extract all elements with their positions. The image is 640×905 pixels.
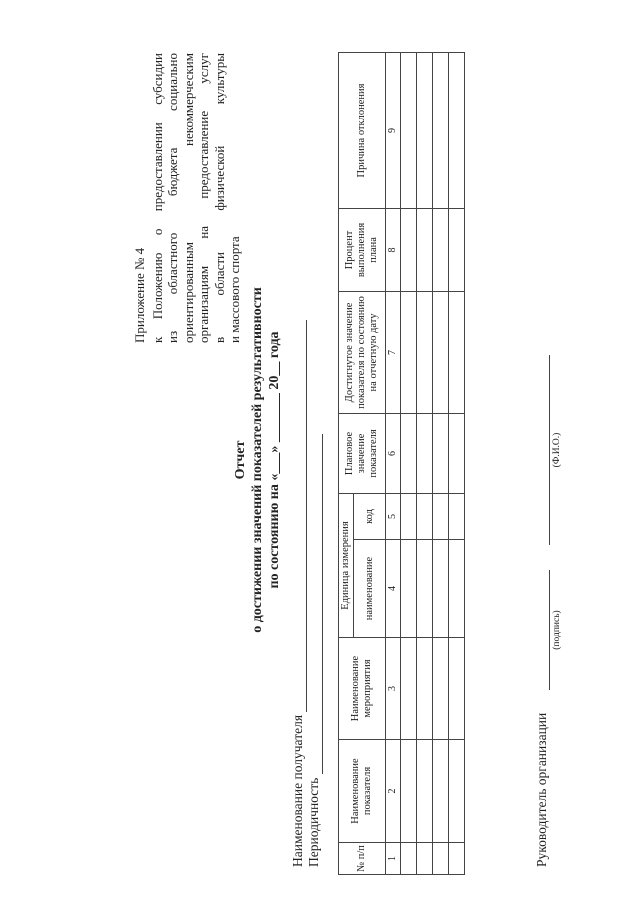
appendix-line: ориентированным некоммерческим <box>180 53 196 343</box>
column-number: 3 <box>386 638 401 740</box>
periodicity-label: Периодичность <box>306 777 321 867</box>
column-number: 4 <box>386 540 401 638</box>
table-cell[interactable] <box>433 413 449 493</box>
table-row <box>449 52 465 874</box>
table-cell[interactable] <box>449 540 465 638</box>
table-cell[interactable] <box>401 540 417 638</box>
table-cell[interactable] <box>449 493 465 539</box>
table-cell[interactable] <box>417 493 433 539</box>
table-cell[interactable] <box>433 740 449 843</box>
table-row <box>401 52 417 874</box>
table-cell[interactable] <box>401 843 417 875</box>
signature-line[interactable] <box>549 570 550 690</box>
report-table <box>338 52 465 875</box>
column-number: 8 <box>386 208 401 291</box>
table-cell[interactable] <box>401 413 417 493</box>
periodicity-input-line[interactable] <box>306 434 323 774</box>
column-number: 1 <box>386 843 401 875</box>
header-actual: Достигнутое значение показателя по состоянию на отчетную дату <box>339 291 386 413</box>
signature-hint: (подпись) <box>552 610 562 650</box>
appendix-block <box>132 53 243 343</box>
column-number: 9 <box>386 52 401 208</box>
recipient-label: Наименование получателя <box>290 714 305 867</box>
periodicity-field <box>306 434 323 867</box>
name-line[interactable] <box>549 355 550 545</box>
table-cell[interactable] <box>417 291 433 413</box>
table-cell[interactable] <box>433 638 449 740</box>
header-plan: Плановое значение показателя <box>339 413 386 493</box>
table-cell[interactable] <box>401 638 417 740</box>
appendix-line: к Положению о предоставлении субсидии <box>149 53 165 343</box>
table-cell[interactable] <box>417 413 433 493</box>
report-title-block <box>232 225 283 695</box>
table-cell[interactable] <box>401 208 417 291</box>
table-cell[interactable] <box>449 638 465 740</box>
signature-label: Руководитель организации <box>534 712 549 867</box>
appendix-line: и массового спорта <box>227 236 242 343</box>
header-unit-code: код <box>354 493 386 539</box>
table-cell[interactable] <box>449 52 465 208</box>
table-cell[interactable] <box>449 291 465 413</box>
table-row <box>433 52 449 874</box>
table-cell[interactable] <box>449 843 465 875</box>
column-number: 6 <box>386 413 401 493</box>
header-indicator: Наименование показателя <box>339 740 386 843</box>
report-subtitle: о достижении значений показателей результативности <box>250 287 265 633</box>
appendix-line: из областного бюджета социально <box>165 53 180 343</box>
header-percent: Процент выполнения плана <box>339 208 386 291</box>
table-cell[interactable] <box>417 638 433 740</box>
table-row <box>417 52 433 874</box>
column-number: 2 <box>386 740 401 843</box>
table-cell[interactable] <box>433 208 449 291</box>
table-cell[interactable] <box>401 493 417 539</box>
table-cell[interactable] <box>433 540 449 638</box>
column-number: 5 <box>386 493 401 539</box>
table-cell[interactable] <box>417 52 433 208</box>
table-cell[interactable] <box>433 843 449 875</box>
header-unit-group: Единица измерения <box>339 493 354 637</box>
report-title: Отчет <box>233 440 248 480</box>
table-cell[interactable] <box>433 52 449 208</box>
report-date-line: по состоянию на «___» _______ 20__ года <box>267 331 282 589</box>
appendix-line: организациям на предоставление услуг <box>196 53 211 343</box>
table-cell[interactable] <box>449 413 465 493</box>
table-cell[interactable] <box>417 208 433 291</box>
column-number: 7 <box>386 291 401 413</box>
table-cell[interactable] <box>449 208 465 291</box>
table-cell[interactable] <box>417 843 433 875</box>
appendix-line: в области физической культуры <box>211 53 227 343</box>
table-cell[interactable] <box>401 291 417 413</box>
header-unit-name: наименование <box>354 540 386 638</box>
table-cell[interactable] <box>401 740 417 843</box>
header-measure: Наименование мероприятия <box>339 638 386 740</box>
table-cell[interactable] <box>433 493 449 539</box>
appendix-title: Приложение № 4 <box>132 247 147 343</box>
table-cell[interactable] <box>401 52 417 208</box>
table-cell[interactable] <box>417 540 433 638</box>
recipient-input-line[interactable] <box>290 320 307 712</box>
name-hint: (Ф.И.О.) <box>552 432 562 468</box>
table-cell[interactable] <box>433 291 449 413</box>
header-num: № п/п <box>339 843 386 875</box>
header-reason: Причина отклонения <box>339 52 386 208</box>
table-cell[interactable] <box>417 740 433 843</box>
recipient-field <box>290 320 307 867</box>
table-cell[interactable] <box>449 740 465 843</box>
column-number-row <box>386 52 401 874</box>
